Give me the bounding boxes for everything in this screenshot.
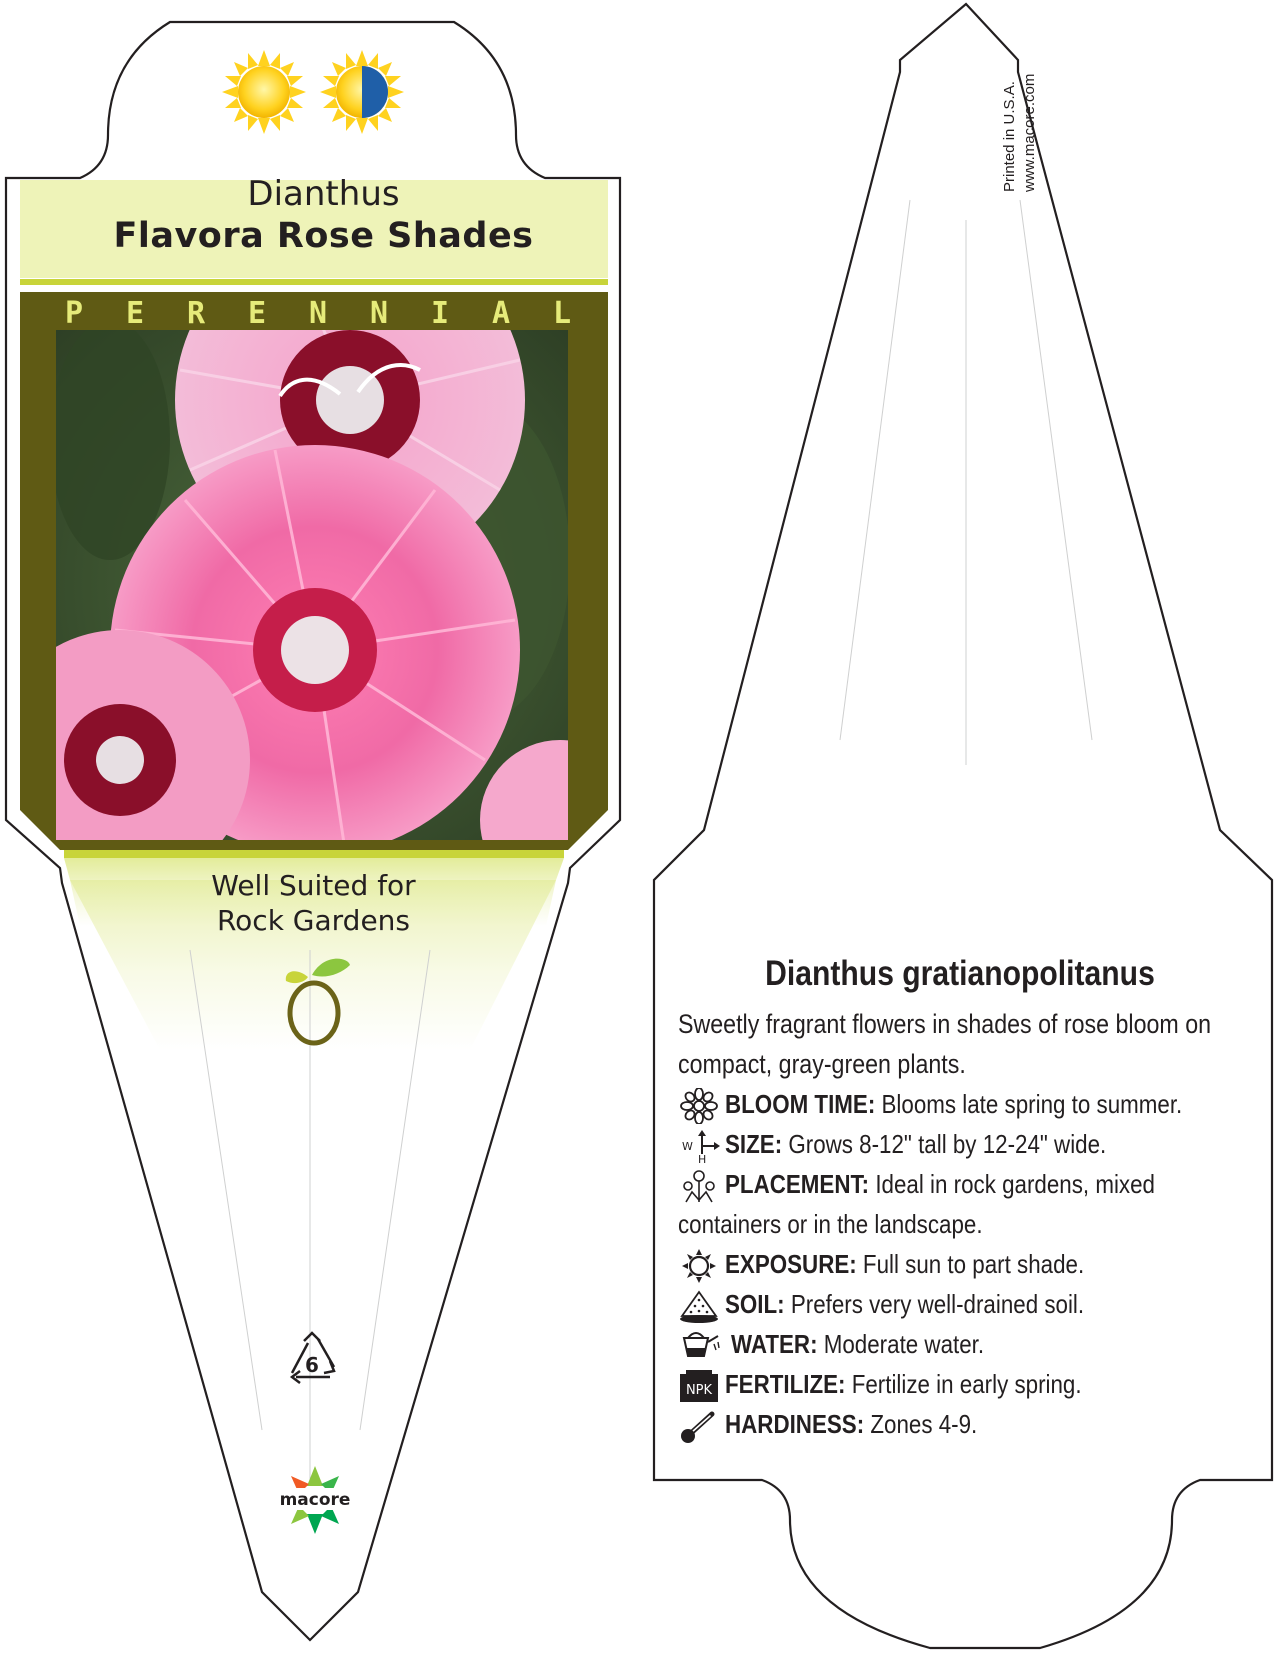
attribute-label: WATER: (731, 1329, 818, 1359)
attribute-label: HARDINESS: (725, 1409, 865, 1439)
attribute-label: PLACEMENT: (725, 1169, 870, 1199)
attribute-label: BLOOM TIME: (725, 1089, 876, 1119)
plant-type-letter: E (247, 296, 267, 331)
attribute-value: Blooms late spring to summer. (875, 1089, 1183, 1119)
size-icon (678, 1128, 720, 1164)
attribute-label: EXPOSURE: (725, 1249, 857, 1279)
attribute-value: Grows 8-12" tall by 12-24" wide. (782, 1129, 1107, 1159)
printed-line: Printed in U.S.A. (1001, 81, 1018, 192)
attribute-value: Ideal in rock gardens, mixed (869, 1169, 1155, 1199)
attribute-value: Full sun to part shade. (856, 1249, 1085, 1279)
feature-line: Well Suited for (211, 869, 416, 902)
attribute-value: Moderate water. (817, 1329, 985, 1359)
plant-type-letter: L (552, 296, 572, 331)
printed-in-note (1000, 74, 1040, 192)
plant-type-letter: R (186, 296, 206, 331)
brand-name: macore (279, 1490, 351, 1510)
plant-type-letter: A (491, 296, 511, 331)
plant-type-letter: P (64, 296, 84, 331)
npk-label: NPK (685, 1383, 713, 1398)
npk-icon (678, 1368, 720, 1404)
attribute-value: Prefers very well-drained soil. (784, 1289, 1085, 1319)
plant-type-letter: E (125, 296, 145, 331)
recycle-number: 6 (305, 1353, 319, 1377)
part-shade-icon (320, 50, 404, 134)
variety-name: Flavora Rose Shades (113, 216, 534, 256)
flower-icon (678, 1088, 720, 1124)
description (678, 1004, 1238, 1084)
size-w-label: W (682, 1140, 693, 1153)
attribute-label: FERTILIZE: (725, 1369, 846, 1399)
plant-type-letter: I (430, 296, 450, 331)
genus-name: Dianthus (247, 174, 400, 214)
plant-type-letter: N (369, 296, 389, 331)
plant-type-label (58, 296, 578, 331)
attribute-value: Zones 4-9. (864, 1409, 978, 1439)
soil-icon (678, 1288, 720, 1324)
attribute-label: SOIL: (725, 1289, 785, 1319)
website-line: www.macore.com (1021, 73, 1038, 192)
description-line: compact, gray-green plants. (678, 1049, 966, 1079)
sun-exposure-icon (678, 1248, 720, 1284)
botanical-name: Dianthus gratianopolitanus (765, 954, 1155, 993)
placement-icon (678, 1168, 720, 1204)
full-sun-icon (222, 50, 306, 134)
attribute-label: SIZE: (725, 1129, 783, 1159)
feature-callout (130, 868, 497, 938)
description-line: Sweetly fragrant flowers in shades of rose bloom on (678, 1009, 1212, 1039)
thermometer-icon (678, 1408, 720, 1444)
attribute-continuation: containers or in the landscape. (678, 1209, 983, 1239)
size-h-label: H (698, 1153, 707, 1164)
feature-line: Rock Gardens (216, 904, 411, 937)
attribute-value: Fertilize in early spring. (845, 1369, 1082, 1399)
plant-type-letter: N (308, 296, 328, 331)
watering-can-icon (678, 1328, 720, 1364)
